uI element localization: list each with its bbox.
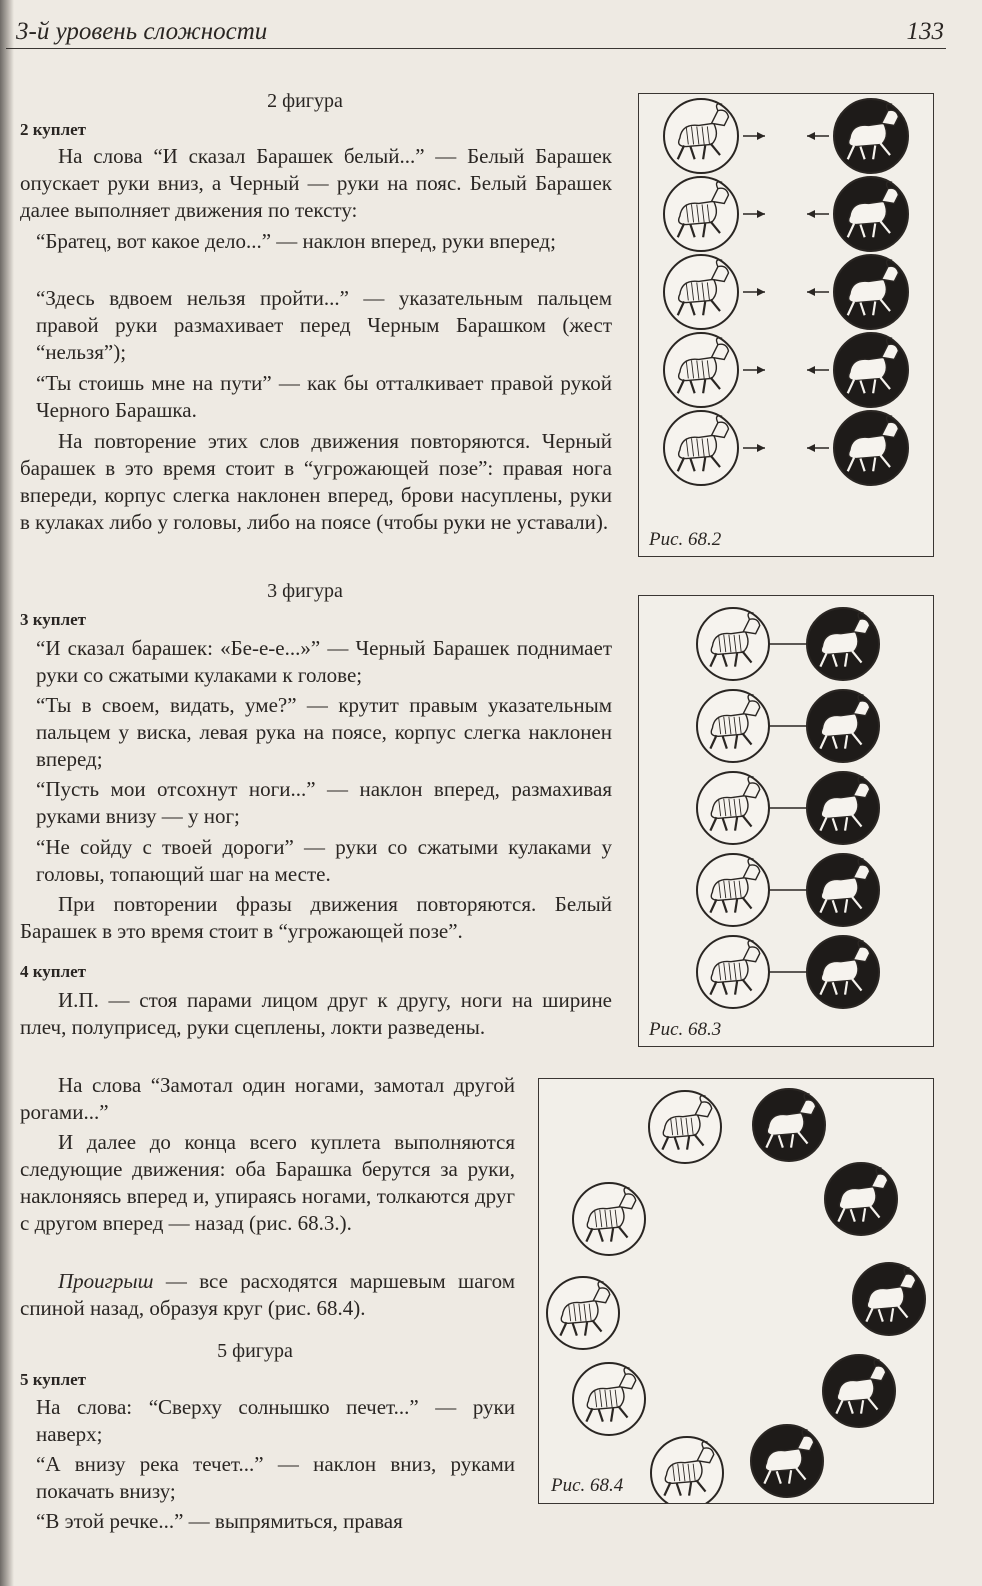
paragraph: На повторение этих слов движения повторяются. Черный барашек в это время стоит в “угрожающей позе”: правая нога впереди, корпус слегка наклонен вперед, брови насуплены, руки в кулаках либо у головы, либо на поясе (чтобы руки не уставали).	[20, 429, 612, 534]
running-head: 3-й уровень сложности	[16, 18, 268, 45]
black-lamb-icon	[807, 690, 879, 762]
figure-68-4-drawing	[539, 1079, 933, 1503]
black-lamb-icon	[807, 936, 879, 1008]
arrow-icon	[743, 288, 765, 296]
black-lamb-icon	[751, 1425, 823, 1497]
paragraph: “А внизу река течет...” — наклон вниз, руками покачать внизу;	[36, 1452, 515, 1503]
verse-label-5: 5 куплет	[20, 1370, 87, 1389]
paragraph: “Ты в своем, видать, уме?” — крутит правым указательным пальцем у виска, левая рука на поясе, корпус слегка наклонен вперед;	[36, 693, 612, 771]
figure-68-3	[638, 595, 934, 1047]
black-lamb-icon	[807, 854, 879, 926]
black-lamb-icon	[853, 1263, 925, 1335]
paragraph: “Братец, вот какое дело...” — наклон вперед, руки вперед;	[36, 229, 556, 253]
interlude-label: Проигрыш	[58, 1269, 154, 1293]
arrow-icon	[743, 132, 765, 140]
arrow-icon	[807, 288, 829, 296]
page-header	[6, 12, 946, 49]
white-lamb-icon	[664, 177, 738, 251]
paragraph: На слова “Замотал один ногами, замотал другой рогами...”	[20, 1073, 515, 1124]
black-lamb-icon	[823, 1355, 895, 1427]
paragraph: “И сказал барашек: «Бе-е-е...»” — Черный Барашек поднимает руки со сжатыми кулаками к голове;	[36, 636, 612, 687]
black-lamb-icon	[753, 1089, 825, 1161]
arrow-icon	[807, 366, 829, 374]
white-lamb-icon	[664, 255, 738, 329]
paragraph: При повторении фразы движения повторяются. Белый Барашек в это время стоит в “угрожающей позе”.	[20, 892, 612, 943]
white-lamb-icon	[649, 1091, 721, 1163]
paragraph: “Не сойду с твоей дороги” — руки со сжатыми кулаками у головы, топающий шаг на месте.	[36, 835, 612, 886]
white-lamb-icon	[573, 1183, 645, 1255]
figure-caption: Рис. 68.2	[649, 529, 722, 550]
figure-68-2	[638, 93, 934, 557]
white-lamb-icon	[697, 608, 769, 680]
arrow-icon	[743, 366, 765, 374]
arrow-icon	[743, 210, 765, 218]
white-lamb-icon	[697, 772, 769, 844]
paragraph: На слова “И сказал Барашек белый...” — Белый Барашек опускает руки вниз, а Черный — руки на пояс. Белый Барашек далее выполняет движения по тексту:	[20, 144, 612, 222]
figure-caption: Рис. 68.3	[649, 1019, 722, 1040]
paragraph: “Пусть мои отсохнут ноги...” — наклон вперед, размахивая руками внизу — у ног;	[36, 777, 612, 828]
arrow-icon	[743, 444, 765, 452]
figure-68-2-drawing	[639, 94, 933, 556]
arrow-icon	[807, 132, 829, 140]
paragraph: “Ты стоишь мне на пути” — как бы отталкивает правой рукой Черного Барашка.	[36, 371, 612, 422]
section-title-figure-3: 3 фигура	[267, 580, 343, 602]
section-title-figure-5: 5 фигура	[217, 1340, 293, 1362]
paragraph: “Здесь вдвоем нельзя пройти...” — указательным пальцем правой руки размахивает перед Черным Барашком (жест “нельзя”);	[36, 286, 612, 364]
white-lamb-icon	[664, 411, 738, 485]
black-lamb-icon	[834, 255, 908, 329]
white-lamb-icon	[573, 1363, 645, 1435]
white-lamb-icon	[697, 936, 769, 1008]
black-lamb-icon	[825, 1163, 897, 1235]
verse-label-2: 2 куплет	[20, 120, 87, 139]
black-lamb-icon	[834, 333, 908, 407]
verse-label-3: 3 куплет	[20, 610, 87, 629]
black-lamb-icon	[807, 608, 879, 680]
white-lamb-icon	[664, 333, 738, 407]
black-lamb-icon	[834, 177, 908, 251]
arrow-icon	[807, 444, 829, 452]
paragraph: На слова: “Сверху солнышко печет...” — руки наверх;	[36, 1395, 515, 1446]
white-lamb-icon	[664, 99, 738, 173]
page-binding-shadow	[0, 0, 14, 1586]
arrow-icon	[807, 210, 829, 218]
black-lamb-icon	[834, 99, 908, 173]
figure-caption: Рис. 68.4	[551, 1475, 624, 1496]
figure-68-3-drawing	[639, 596, 933, 1046]
black-lamb-icon	[834, 411, 908, 485]
white-lamb-icon	[697, 690, 769, 762]
paragraph: И далее до конца всего куплета выполняются следующие движения: оба Барашка берутся за руки, наклоняясь вперед и, упираясь ногами, толкаются друг с другом вперед — назад (рис. 68.3.).	[20, 1130, 515, 1235]
white-lamb-icon	[547, 1277, 619, 1349]
figure-68-4	[538, 1078, 934, 1504]
black-lamb-icon	[807, 772, 879, 844]
paragraph: Проигрыш — все расходятся маршевым шагом спиной назад, образуя круг (рис. 68.4).	[20, 1269, 515, 1320]
section-title-figure-2: 2 фигура	[267, 90, 343, 112]
paragraph: И.П. — стоя парами лицом друг к другу, ноги на ширине плеч, полуприсед, руки сцеплены, локти разведены.	[20, 988, 612, 1039]
verse-label-4: 4 куплет	[20, 962, 87, 981]
white-lamb-icon	[651, 1437, 723, 1503]
page-number: 133	[906, 18, 944, 45]
white-lamb-icon	[697, 854, 769, 926]
paragraph: “В этой речке...” — выпрямиться, правая	[36, 1509, 403, 1533]
